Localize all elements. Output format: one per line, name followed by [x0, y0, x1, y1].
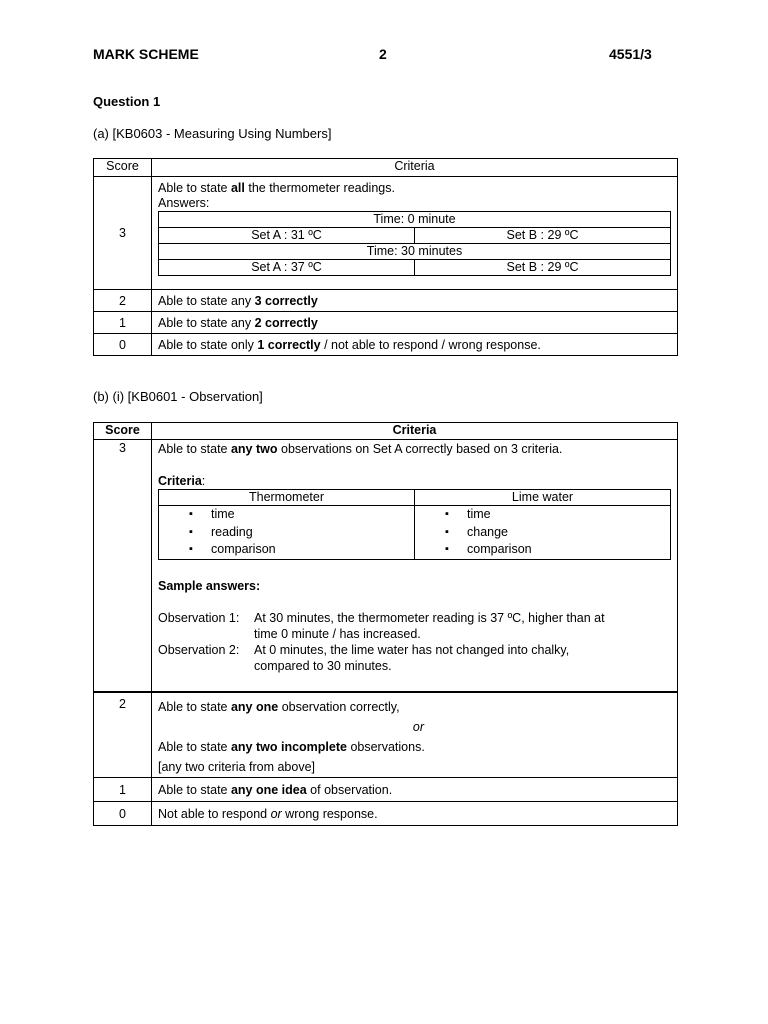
score-cell: 3 [94, 440, 152, 692]
part-a-heading: (a) [KB0603 - Measuring Using Numbers] [93, 126, 332, 141]
paper-code: 4551/3 [609, 46, 652, 62]
table-row [94, 290, 678, 312]
table-row [94, 802, 678, 826]
observation-2-continued: compared to 30 minutes. [254, 658, 392, 673]
header-left-title: MARK SCHEME [93, 46, 199, 62]
score-cell: 0 [94, 334, 152, 356]
text: of observation. [306, 782, 393, 797]
lime-water-criteria [415, 506, 671, 560]
criteria-table [158, 489, 671, 560]
score-cell: 2 [94, 692, 152, 778]
score-header: Score [94, 159, 152, 177]
criteria-cell [152, 177, 678, 290]
score-cell: 0 [94, 802, 152, 826]
table-row [94, 177, 678, 290]
part-b-heading: (b) (i) [KB0601 - Observation] [93, 389, 263, 404]
bold-text: any two [230, 442, 278, 456]
bold-text: any one [230, 699, 279, 714]
time-0-label: Time: 0 minute [159, 212, 671, 228]
text: Able to state [158, 181, 231, 195]
list-item: ▪ time [211, 506, 414, 524]
criteria-cell [152, 440, 678, 692]
time-0-set-b: Set B : 29 ºC [415, 228, 671, 244]
question-title: Question 1 [93, 94, 161, 109]
score-cell: 3 [94, 177, 152, 290]
text: observations. [346, 739, 425, 754]
table-row [94, 312, 678, 334]
text: observations on Set A correctly based on 3 criteria. [277, 442, 563, 456]
observation-1-continued: time 0 minute / has increased. [254, 626, 421, 641]
observation-1-text: At 30 minutes, the thermometer reading is 37 ºC, higher than at [254, 610, 605, 625]
criteria-note: [any two criteria from above] [158, 759, 316, 774]
readings-table [158, 211, 671, 276]
time-30-label: Time: 30 minutes [159, 244, 671, 260]
text: wrong response. [281, 806, 378, 821]
criteria-header: Criteria [152, 423, 678, 440]
criteria-label [158, 473, 671, 489]
part-b-table [93, 422, 678, 826]
criteria-line [158, 737, 671, 757]
answers-label: Answers: [158, 196, 210, 210]
time-0-set-a: Set A : 31 ºC [159, 228, 415, 244]
table-header-row [94, 159, 678, 177]
text: Able to state [158, 782, 231, 797]
text: Able to state [158, 739, 231, 754]
observation-2-text: At 0 minutes, the lime water has not changed into chalky, [254, 642, 570, 657]
bold-text: 2 correctly [254, 315, 318, 330]
text: / not able to respond / wrong response. [320, 337, 541, 352]
list-item: ▪ reading [211, 524, 414, 542]
text: Not able to respond [158, 806, 271, 821]
table-row [94, 334, 678, 356]
text: the thermometer readings. [244, 181, 395, 195]
part-a-table [93, 158, 678, 356]
time-30-set-b: Set B : 29 ºC [415, 260, 671, 276]
sample-answers-label: Sample answers: [158, 578, 261, 593]
lime-water-header: Lime water [415, 490, 671, 506]
criteria-cell [152, 312, 678, 334]
table-row [94, 692, 678, 778]
or-text: or [412, 719, 424, 734]
bold-text: 3 correctly [254, 293, 318, 308]
score-cell: 1 [94, 778, 152, 802]
score-cell: 1 [94, 312, 152, 334]
bold-text: all [230, 181, 245, 195]
text: Able to state [158, 442, 231, 456]
list-item: ▪ change [467, 524, 670, 542]
thermometer-criteria [159, 506, 415, 560]
list-item: ▪ comparison [211, 541, 414, 559]
bold-text: Criteria [158, 474, 202, 488]
criteria-header: Criteria [152, 159, 678, 177]
bold-text: any one idea [230, 782, 307, 797]
time-30-set-a: Set A : 37 ºC [159, 260, 415, 276]
text: : [201, 474, 206, 488]
bold-text: 1 correctly [257, 337, 321, 352]
criteria-cell [152, 334, 678, 356]
table-row [94, 440, 678, 692]
observation-2-label: Observation 2: [158, 642, 240, 657]
text: Able to state any [158, 315, 255, 330]
list-item: ▪ comparison [467, 541, 670, 559]
observation-1 [158, 610, 671, 642]
score-cell: 2 [94, 290, 152, 312]
text: Able to state [158, 699, 231, 714]
italic-text: or [270, 806, 282, 821]
text: observation correctly, [278, 699, 400, 714]
thermometer-header: Thermometer [159, 490, 415, 506]
criteria-cell [152, 778, 678, 802]
text: Able to state only [158, 337, 258, 352]
criteria-line [158, 180, 671, 196]
observation-2 [158, 642, 671, 674]
criteria-line [158, 441, 671, 457]
table-header-row [94, 423, 678, 440]
page-number: 2 [379, 46, 387, 62]
observation-1-label: Observation 1: [158, 610, 240, 625]
bold-text: any two incomplete [230, 739, 347, 754]
criteria-cell [152, 692, 678, 778]
text: Able to state any [158, 293, 255, 308]
criteria-line [158, 697, 671, 717]
criteria-cell [152, 802, 678, 826]
table-row [94, 778, 678, 802]
list-item: ▪ time [467, 506, 670, 524]
criteria-cell [152, 290, 678, 312]
score-header: Score [94, 423, 152, 440]
